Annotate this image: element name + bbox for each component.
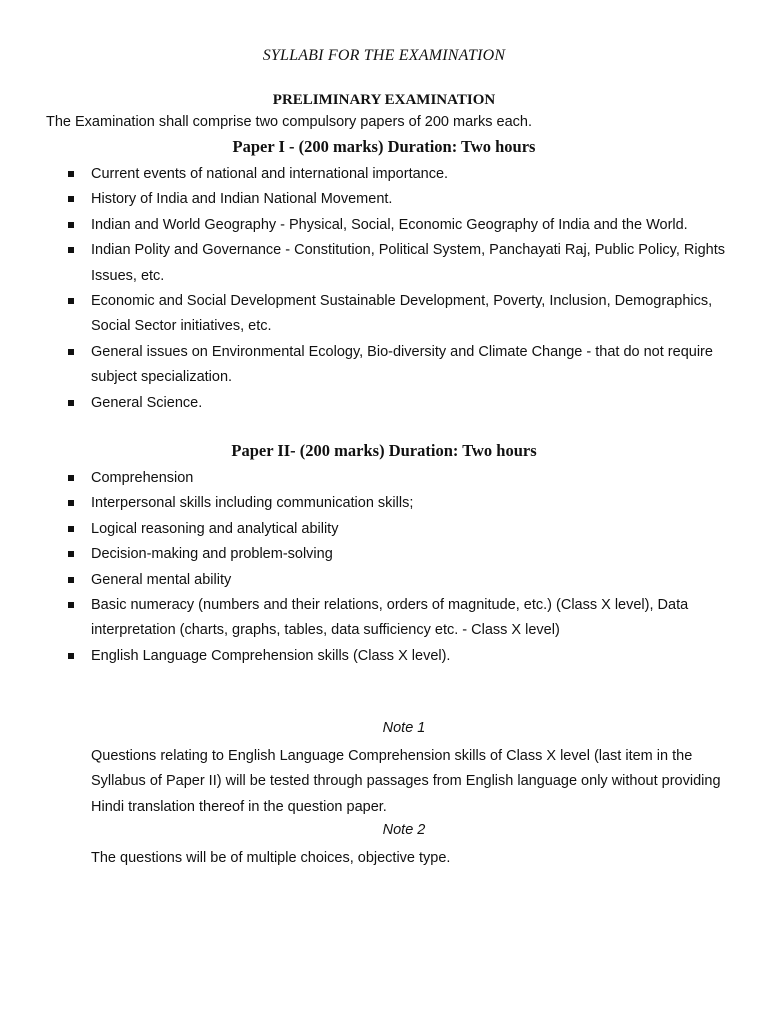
list-item-text: Logical reasoning and analytical ability <box>91 520 339 537</box>
bullet-icon <box>68 653 74 659</box>
list-item-text: History of India and Indian National Movement. <box>91 191 393 208</box>
list-item-text: Economic and Social Development Sustainable Development, Poverty, Inclusion, Demographics, Social Sector initiatives, etc. <box>91 293 713 335</box>
bullet-icon <box>68 602 74 608</box>
list-item-text: Comprehension <box>91 470 194 486</box>
list-item-text: Current events of national and international importance. <box>91 166 449 182</box>
list-item-text: Indian and World Geography - Physical, Social, Economic Geography of India and the World. <box>91 216 688 233</box>
list-item <box>0 466 768 491</box>
bullet-icon <box>68 349 74 355</box>
list-item-text: Interpersonal skills including communication skills; <box>91 495 414 512</box>
list-item <box>0 517 768 542</box>
list-item <box>0 644 768 669</box>
note1-heading: Note 1 <box>382 720 426 736</box>
document-title: SYLLABI FOR THE EXAMINATION <box>262 47 506 64</box>
list-item-text: General mental ability <box>91 571 232 588</box>
paper2-topic-list <box>0 466 768 669</box>
list-item-text: Decision-making and problem-solving <box>91 546 333 563</box>
list-item-text: General Science. <box>91 394 203 411</box>
bullet-icon <box>68 475 74 481</box>
bullet-icon <box>68 298 74 304</box>
list-item <box>0 213 768 238</box>
bullet-icon <box>68 400 74 406</box>
bullet-icon <box>68 171 74 177</box>
bullet-icon <box>68 247 74 253</box>
intro-paragraph: The Examination shall comprise two compulsory papers of 200 marks each. <box>46 114 532 130</box>
list-item <box>0 340 768 391</box>
list-item <box>0 568 768 593</box>
bullet-icon <box>68 526 74 532</box>
list-item <box>0 391 768 416</box>
list-item-text: Indian Polity and Governance - Constitution, Political System, Panchayati Raj, Public Policy, Rights Issues, etc. <box>91 242 726 284</box>
bullet-icon <box>68 500 74 506</box>
bullet-icon <box>68 196 74 202</box>
list-item <box>0 593 768 644</box>
bullet-icon <box>68 551 74 557</box>
paper1-heading: Paper I - (200 marks) Duration: Two hours <box>232 137 536 156</box>
paper1-topic-list <box>0 162 768 416</box>
paper2-heading: Paper II- (200 marks) Duration: Two hours <box>231 441 537 460</box>
list-item <box>0 289 768 340</box>
list-item <box>0 187 768 212</box>
list-item-text: General issues on Environmental Ecology, Bio-diversity and Climate Change - that do not require subject specialization. <box>91 343 713 386</box>
bullet-icon <box>68 222 74 228</box>
list-item <box>0 162 768 187</box>
section-title: PRELIMINARY EXAMINATION <box>272 92 496 108</box>
list-item-text: Basic numeracy (numbers and their relations, orders of magnitude, etc.) (Class X level), Data interpretation (charts, graphs, tables, data sufficiency etc. - Class X level) <box>91 597 689 639</box>
list-item <box>0 238 768 289</box>
bullet-icon <box>68 577 74 583</box>
list-item <box>0 491 768 516</box>
note1-text: Questions relating to English Language Comprehension skills of Class X level (last item in the Syllabus of Paper II) will be tested through passages from English language only without providing Hindi translation thereof in the question paper. <box>91 748 721 815</box>
list-item <box>0 542 768 567</box>
note2-text: The questions will be of multiple choices, objective type. <box>91 850 451 866</box>
list-item-text: English Language Comprehension skills (Class X level). <box>91 647 451 664</box>
note2-heading: Note 2 <box>382 822 426 838</box>
